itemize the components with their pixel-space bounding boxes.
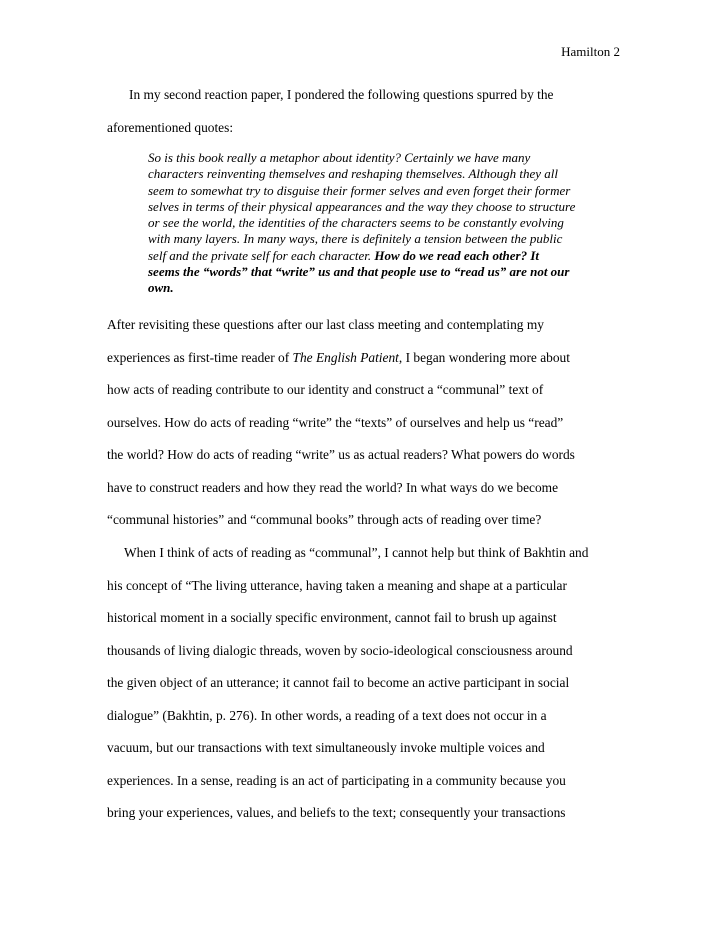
para3-line-1: When I think of acts of reading as “communal”, I cannot help but think of Bakhtin and: [124, 545, 589, 560]
block-quote: [148, 150, 628, 297]
para2-line-4: ourselves. How do acts of reading “write” the “texts” of ourselves and help us “read”: [107, 414, 564, 430]
quote-line-7-bold: How do we read each other? It: [374, 247, 540, 263]
para3-line-3: historical moment in a socially specific environment, cannot fail to brush up against: [107, 610, 557, 625]
quote-line-8-bold: seems the “words” that “write” us and that people use to “read us” are not our: [148, 264, 570, 280]
quote-line-2: characters reinventing themselves and reshaping themselves. Although they all: [148, 166, 559, 182]
para2-line-7: “communal histories” and “communal books” through acts of reading over time?: [107, 512, 542, 527]
para2-line-2-post: , I began wondering more about: [398, 349, 570, 365]
para3-line-2: his concept of “The living utterance, having taken a meaning and shape at a particular: [107, 577, 567, 593]
para2-line-2-pre: experiences as first-time reader of: [107, 349, 293, 365]
quote-line-8: [148, 264, 628, 280]
running-head: Hamilton 2: [561, 44, 620, 59]
quote-line-5: or see the world, the identities of the characters seems to be constantly evolving: [148, 215, 564, 231]
para3-line-7: vacuum, but our transactions with text simultaneously invoke multiple voices and: [107, 740, 545, 755]
para3-line-6: dialogue” (Bakhtin, p. 276). In other words, a reading of a text does not occur in a: [107, 707, 547, 723]
para2-line-3: how acts of reading contribute to our identity and construct a “communal” text of: [107, 382, 544, 397]
quote-line-4: selves in terms of their physical appearances and the way they choose to structure: [148, 198, 576, 214]
quote-line-1: So is this book really a metaphor about identity? Certainly we have many: [148, 150, 531, 165]
quote-line-7: [148, 248, 628, 264]
quote-line-9-bold: own.: [148, 280, 174, 296]
para3-line-9: bring your experiences, values, and beliefs to the text; consequently your transactions: [107, 805, 566, 820]
quote-line-9: [148, 280, 628, 296]
intro-paragraph: [107, 79, 627, 144]
para2-line-2: [107, 342, 627, 375]
intro-line-2: aforementioned quotes:: [107, 119, 234, 135]
quote-line-3: seem to somewhat try to disguise their former selves and even forget their former: [148, 182, 571, 198]
book-title: The English Patient: [292, 349, 399, 365]
paragraph-2: [107, 309, 627, 537]
intro-line-1: In my second reaction paper, I pondered the following questions spurred by the: [129, 87, 554, 102]
para2-line-5: the world? How do acts of reading “write” us as actual readers? What powers do words: [107, 447, 575, 462]
para3-line-5: the given object of an utterance; it cannot fail to become an active participant in social: [107, 675, 570, 690]
quote-line-7-plain: self and the private self for each character.: [148, 247, 375, 263]
para3-line-8: experiences. In a sense, reading is an act of participating in a community because you: [107, 772, 566, 788]
para2-line-1: After revisiting these questions after our last class meeting and contemplating my: [107, 317, 544, 332]
paragraph-3: [107, 537, 627, 830]
quote-line-6: with many layers. In many ways, there is definitely a tension between the public: [148, 231, 563, 247]
para2-line-6: have to construct readers and how they read the world? In what ways do we become: [107, 479, 559, 495]
para3-line-4: thousands of living dialogic threads, woven by socio-ideological consciousness around: [107, 642, 573, 658]
